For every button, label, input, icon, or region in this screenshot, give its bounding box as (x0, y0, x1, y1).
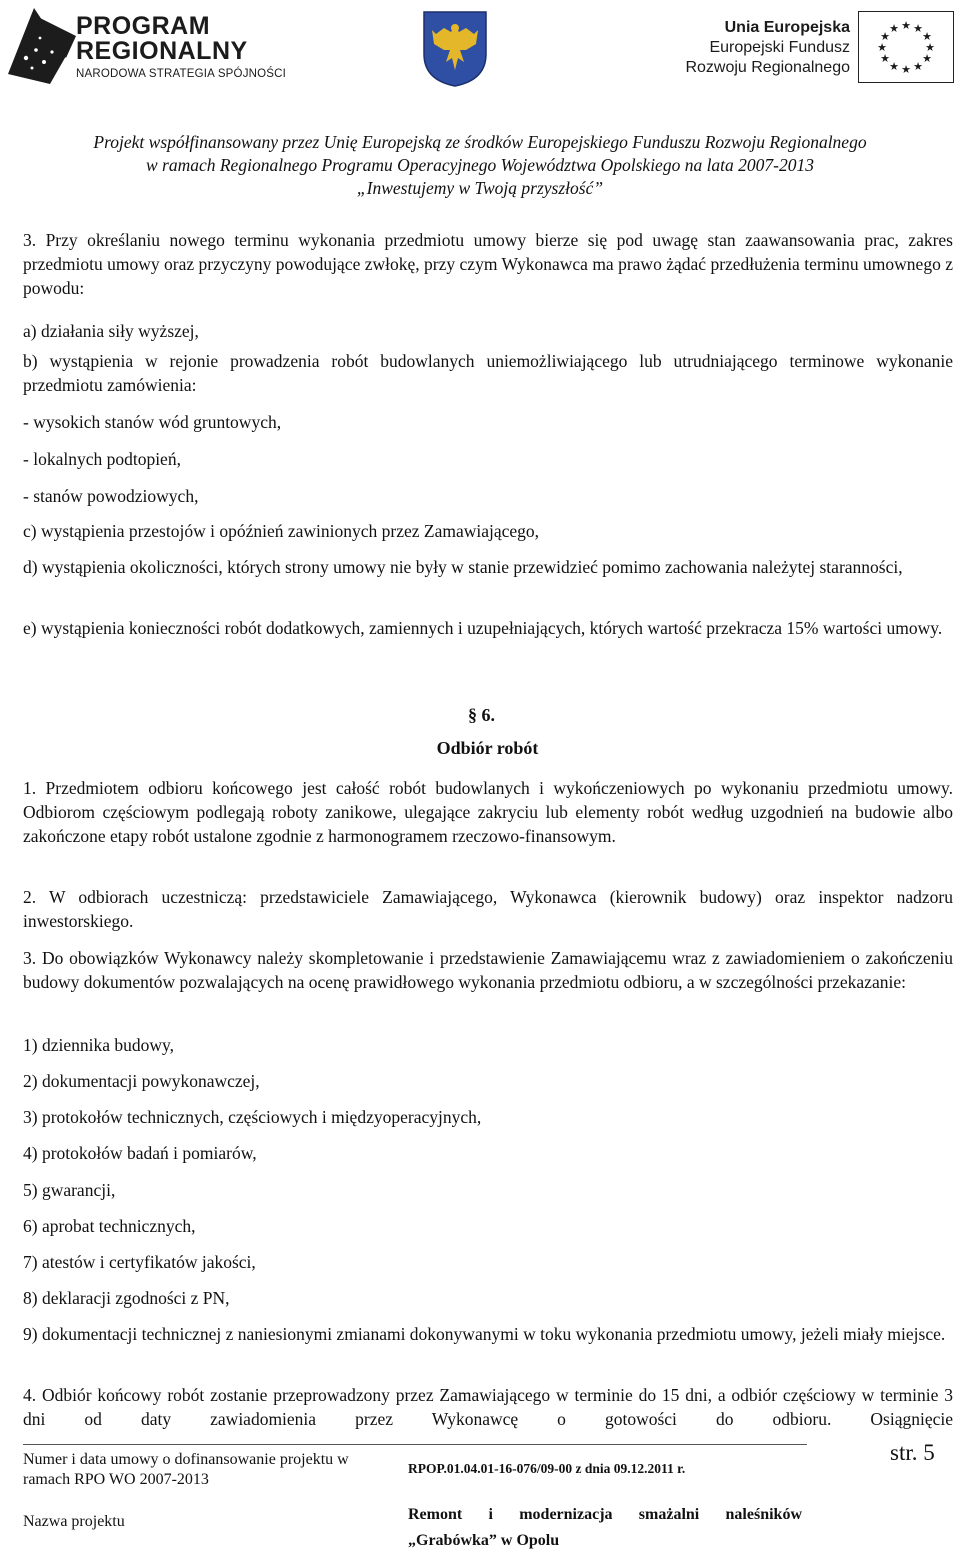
section-point-3: 3. Do obowiązków Wykonawcy należy skompletowanie i przedstawienie Zamawiającemu wraz z zawiadomieniem o zakończeniu budowy dokumentów pozwalających na ocenę prawidłowego wykonania przedmiotu odbioru, a w szczególności przekazanie: (23, 948, 953, 992)
list-item-4: 4) protokołów badań i pomiarów, (23, 1143, 257, 1163)
list-item-7: 7) atestów i certyfikatów jakości, (23, 1252, 256, 1272)
svg-text:★: ★ (901, 19, 911, 32)
item-e: e) wystąpienia konieczności robót dodatkowych, zamiennych i uzupełniających, których wartość przekracza 15% wartości umowy. (23, 618, 943, 638)
opolskie-coat-of-arms-icon (422, 10, 488, 88)
list-item-5: 5) gwarancji, (23, 1180, 116, 1200)
section-number: § 6. (468, 705, 495, 725)
footer-project-label: Nazwa projektu (23, 1513, 125, 1530)
list-item-8: 8) deklaracji zgodności z PN, (23, 1288, 230, 1308)
section-title: Odbiór robót (436, 738, 539, 758)
eu-text-block (685, 18, 850, 78)
svg-text:★: ★ (925, 41, 935, 54)
svg-text:★: ★ (901, 63, 911, 76)
svg-text:★: ★ (922, 30, 932, 43)
program-title-line2: REGIONALNY (76, 37, 248, 65)
footer-divider (23, 1444, 807, 1445)
dash-item-3: - stanów powodziowych, (23, 486, 199, 506)
footer-agreement-label: Numer i data umowy o dofinansowanie projektu w ramach RPO WO 2007-2013 (23, 1451, 349, 1488)
list-item-1: 1) dziennika budowy, (23, 1035, 174, 1055)
section-point-4: 4. Odbiór końcowy robót zostanie przeprowadzony przez Zamawiającego w terminie do 15 dni, a odbiór częściowy w terminie 3 dni od daty zawiadomienia przez Wykonawcę o gotowości do odbioru. Osiągnięcie (23, 1385, 953, 1429)
svg-text:★: ★ (889, 22, 899, 35)
list-item-2: 2) dokumentacji powykonawczej, (23, 1071, 260, 1091)
eu-flag-icon (858, 11, 954, 83)
item-b: b) wystąpienia w rejonie prowadzenia robót budowlanych uniemożliwiającego lub utrudniającego terminowe wykonanie przedmiotu zamówienia: (23, 351, 953, 395)
list-item-6: 6) aprobat technicznych, (23, 1216, 196, 1236)
list-item-3: 3) protokołów technicznych, częściowych i międzyoperacyjnych, (23, 1107, 482, 1127)
program-title-line1: PROGRAM (76, 12, 211, 40)
cofinancing-notice (0, 131, 960, 200)
item-c: c) wystąpienia przestojów i opóźnień zawinionych przez Zamawiającego, (23, 521, 540, 541)
paragraph-3: 3. Przy określaniu nowego terminu wykonania przedmiotu umowy bierze się pod uwagę stan zaawansowania prac, zakres przedmiotu umowy oraz przyczyny powodujące zwłokę, przy czym Wykonawca ma prawo żądać przedłużenia terminu umownego z powodu: (23, 230, 953, 298)
dash-item-1: - wysokich stanów wód gruntowych, (23, 412, 282, 432)
cofinancing-slogan: „Inwestujemy w Twoją przyszłość” (356, 178, 604, 198)
svg-text:★: ★ (877, 41, 887, 54)
svg-text:★: ★ (880, 52, 890, 65)
page-number: str. 5 (890, 1440, 935, 1465)
eu-fund-line2: Rozwoju Regionalnego (685, 59, 850, 76)
item-d: d) wystąpienia okoliczności, których strony umowy nie były w stanie przewidzieć pomimo zachowania należytej staranności, (23, 557, 903, 577)
svg-text:★: ★ (913, 60, 923, 73)
program-subtitle: NARODOWA STRATEGIA SPÓJNOŚCI (76, 68, 287, 80)
svg-text:★: ★ (880, 30, 890, 43)
section-point-1: 1. Przedmiotem odbioru końcowego jest całość robót budowlanych i wykończeniowych po wykonaniu przedmiotu umowy. Odbiorom częściowym podlegają roboty zanikowe, ulegające zakryciu lub elementy robót według uzgodnień na budowie albo zakończone etapy robót ustalone zgodnie z harmonogramem rzeczowo-finansowym. (23, 778, 953, 846)
footer-agreement-value: RPOP.01.04.01-16-076/09-00 z dnia 09.12.2011 r. (408, 1461, 686, 1476)
cofinancing-line1: Projekt współfinansowany przez Unię Europejską ze środków Europejskiego Funduszu Rozwoju Regionalnego (93, 132, 867, 152)
svg-text:★: ★ (889, 60, 899, 73)
eu-name: Unia Europejska (724, 19, 850, 36)
cofinancing-line2: w ramach Regionalnego Programu Operacyjnego Województwa Opolskiego na lata 2007-2013 (145, 155, 815, 175)
section-point-2: 2. W odbiorach uczestniczą: przedstawiciele Zamawiającego, Wykonawca (kierownik budowy) oraz inspektor nadzoru inwestorskiego. (23, 887, 953, 931)
svg-text:★: ★ (913, 22, 923, 35)
dash-item-2: - lokalnych podtopień, (23, 449, 181, 469)
eu-fund-line1: Europejski Fundusz (709, 39, 850, 56)
item-a: a) działania siły wyższej, (23, 321, 199, 341)
svg-text:★: ★ (922, 52, 932, 65)
list-item-9: 9) dokumentacji technicznej z naniesionymi zmianami dokonywanymi w toku wykonania przedmiotu umowy, jeżeli miały miejsce. (23, 1324, 946, 1344)
footer-project-value: Remont i modernizacja smażalni naleśników „Grabówka” w Opolu (408, 1506, 802, 1549)
